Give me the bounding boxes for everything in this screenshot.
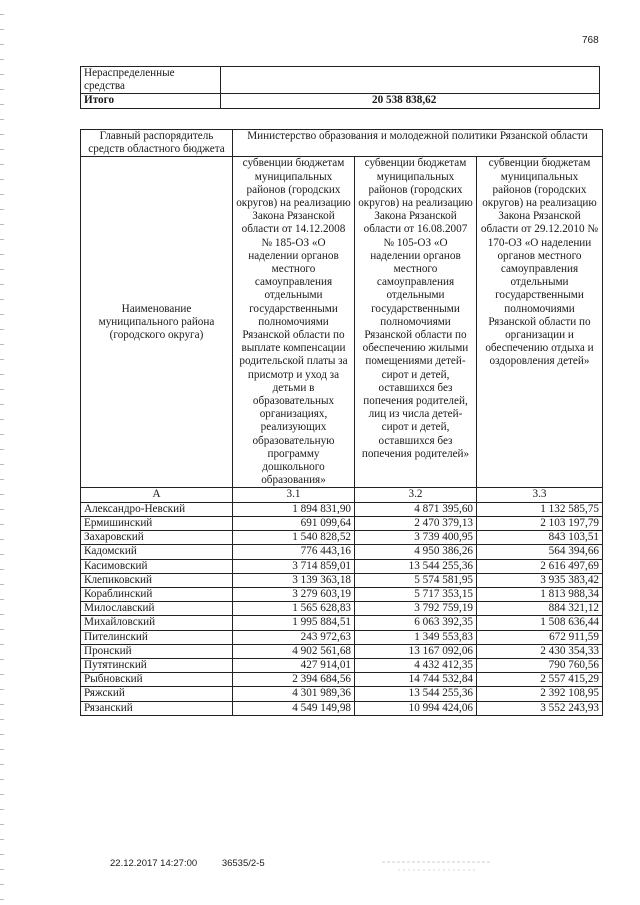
- code-3-3: 3.3: [477, 488, 603, 502]
- value-3-3: 2 557 415,29: [477, 673, 603, 687]
- admin-label: Главный распорядитель средств областного бюджета: [81, 130, 233, 157]
- code-row: [81, 488, 603, 502]
- code-3-1: 3.1: [233, 488, 355, 502]
- value-3-3: 843 103,51: [477, 531, 603, 545]
- value-3-3: 884 321,12: [477, 602, 603, 616]
- subvention-table: [80, 129, 603, 716]
- value-3-3: 672 911,59: [477, 630, 603, 644]
- value-3-2: 4 950 386,26: [355, 545, 477, 559]
- table-row: [81, 587, 603, 601]
- value-3-2: 4 871 395,60: [355, 502, 477, 516]
- code-a: А: [81, 488, 233, 502]
- header-admin-row: [81, 130, 603, 157]
- value-3-2: 10 994 424,06: [355, 701, 477, 715]
- footer-doc-code: 36535/2-5: [221, 858, 265, 869]
- faded-stamp-mark: [378, 856, 498, 876]
- table-row: [81, 658, 603, 672]
- value-3-2: 13 544 255,36: [355, 687, 477, 701]
- value-3-1: 427 914,01: [233, 658, 355, 672]
- value-3-1: 4 301 989,36: [233, 687, 355, 701]
- district-name: Рыбновский: [81, 673, 233, 687]
- table-row: [81, 602, 603, 616]
- value-3-3: 564 394,66: [477, 545, 603, 559]
- value-3-1: 4 549 149,98: [233, 701, 355, 715]
- totals-table: [80, 66, 600, 109]
- value-3-3: 3 552 243,93: [477, 701, 603, 715]
- footer-datetime: 22.12.2017 14:27:00: [110, 858, 198, 869]
- value-3-2: 13 167 092,06: [355, 644, 477, 658]
- undistributed-value: [221, 67, 600, 94]
- undistributed-row: [81, 67, 600, 94]
- col-header-3-1: субвенции бюджетам муниципальных районов (городских округов) на реализацию Закона Рязанской области от 14.12.2008 № 185-ОЗ «О наделении органов местного самоуправления отдельными государственными полномочиями Рязанской области по выплате компенсации родительской платы за присмотр и уход за детьми в образовательных организациях, реализующих образовательную программу дошкольного образования»: [233, 157, 355, 488]
- total-label: Итого: [81, 94, 221, 108]
- table-row: [81, 559, 603, 573]
- value-3-1: 3 714 859,01: [233, 559, 355, 573]
- value-3-2: 2 470 379,13: [355, 516, 477, 530]
- ministry-name: Министерство образования и молодежной политики Рязанской области: [233, 130, 603, 157]
- district-name: Пителинский: [81, 630, 233, 644]
- total-row: [81, 94, 600, 108]
- value-3-2: 6 063 392,35: [355, 616, 477, 630]
- value-3-2: 4 432 412,35: [355, 658, 477, 672]
- value-3-2: 5 574 581,95: [355, 573, 477, 587]
- value-3-3: 1 508 636,44: [477, 616, 603, 630]
- value-3-3: 790 760,56: [477, 658, 603, 672]
- header-columns-row: [81, 157, 603, 488]
- table-row: [81, 616, 603, 630]
- table-row: [81, 531, 603, 545]
- value-3-1: 691 099,64: [233, 516, 355, 530]
- value-3-1: 1 995 884,51: [233, 616, 355, 630]
- value-3-3: 1 813 988,34: [477, 587, 603, 601]
- table-row: [81, 516, 603, 530]
- table-row: [81, 644, 603, 658]
- district-name: Ермишинский: [81, 516, 233, 530]
- value-3-3: 2 103 197,79: [477, 516, 603, 530]
- table-row: [81, 687, 603, 701]
- district-name: Пронский: [81, 644, 233, 658]
- district-label: Наименование муниципального района (городского округа): [81, 157, 233, 488]
- footer: [110, 858, 287, 869]
- value-3-3: 2 392 108,95: [477, 687, 603, 701]
- district-name: Касимовский: [81, 559, 233, 573]
- value-3-2: 13 544 255,36: [355, 559, 477, 573]
- value-3-2: 5 717 353,15: [355, 587, 477, 601]
- value-3-2: 1 349 553,83: [355, 630, 477, 644]
- value-3-2: 14 744 532,84: [355, 673, 477, 687]
- district-rows: [81, 502, 603, 715]
- value-3-2: 3 739 400,95: [355, 531, 477, 545]
- scan-edge-dots: [0, 0, 4, 905]
- value-3-1: 4 902 561,68: [233, 644, 355, 658]
- col-header-3-2: субвенции бюджетам муниципальных районов (городских округов) на реализацию Закона Рязанской области от 16.08.2007 № 105-ОЗ «О наделении органов местного самоуправления отдельными государственными полномочиями Рязанской области по обеспечению жилыми помещениями детей-сирот и детей, оставшихся без попечения родителей, лиц из числа детей-сирот и детей, оставшихся без попечения родителей»: [355, 157, 477, 488]
- value-3-1: 2 394 684,56: [233, 673, 355, 687]
- table-row: [81, 630, 603, 644]
- district-name: Ряжский: [81, 687, 233, 701]
- col-header-3-3: субвенции бюджетам муниципальных районов (городских округов) на реализацию Закона Рязанской области от 29.12.2010 № 170-ОЗ «О наделении органов местного самоуправления отдельными государственными полномочиями Рязанской области по организации и обеспечению отдыха и оздоровления детей»: [477, 157, 603, 488]
- table-row: [81, 573, 603, 587]
- district-name: Михайловский: [81, 616, 233, 630]
- district-name: Кораблинский: [81, 587, 233, 601]
- district-name: Рязанский: [81, 701, 233, 715]
- value-3-3: 2 430 354,33: [477, 644, 603, 658]
- page-number: 768: [582, 35, 599, 46]
- value-3-1: 1 540 828,52: [233, 531, 355, 545]
- district-name: Александро-Невский: [81, 502, 233, 516]
- district-name: Милославский: [81, 602, 233, 616]
- value-3-1: 3 139 363,18: [233, 573, 355, 587]
- value-3-1: 3 279 603,19: [233, 587, 355, 601]
- district-name: Клепиковский: [81, 573, 233, 587]
- value-3-3: 2 616 497,69: [477, 559, 603, 573]
- table-row: [81, 701, 603, 715]
- total-value: 20 538 838,62: [221, 94, 600, 108]
- table-row: [81, 673, 603, 687]
- value-3-1: 1 565 628,83: [233, 602, 355, 616]
- undistributed-label: Нераспределенные средства: [81, 67, 221, 94]
- value-3-1: 1 894 831,90: [233, 502, 355, 516]
- table-row: [81, 502, 603, 516]
- code-3-2: 3.2: [355, 488, 477, 502]
- value-3-3: 3 935 383,42: [477, 573, 603, 587]
- district-name: Кадомский: [81, 545, 233, 559]
- district-name: Захаровский: [81, 531, 233, 545]
- value-3-2: 3 792 759,19: [355, 602, 477, 616]
- value-3-3: 1 132 585,75: [477, 502, 603, 516]
- value-3-1: 776 443,16: [233, 545, 355, 559]
- district-name: Путятинский: [81, 658, 233, 672]
- value-3-1: 243 972,63: [233, 630, 355, 644]
- table-row: [81, 545, 603, 559]
